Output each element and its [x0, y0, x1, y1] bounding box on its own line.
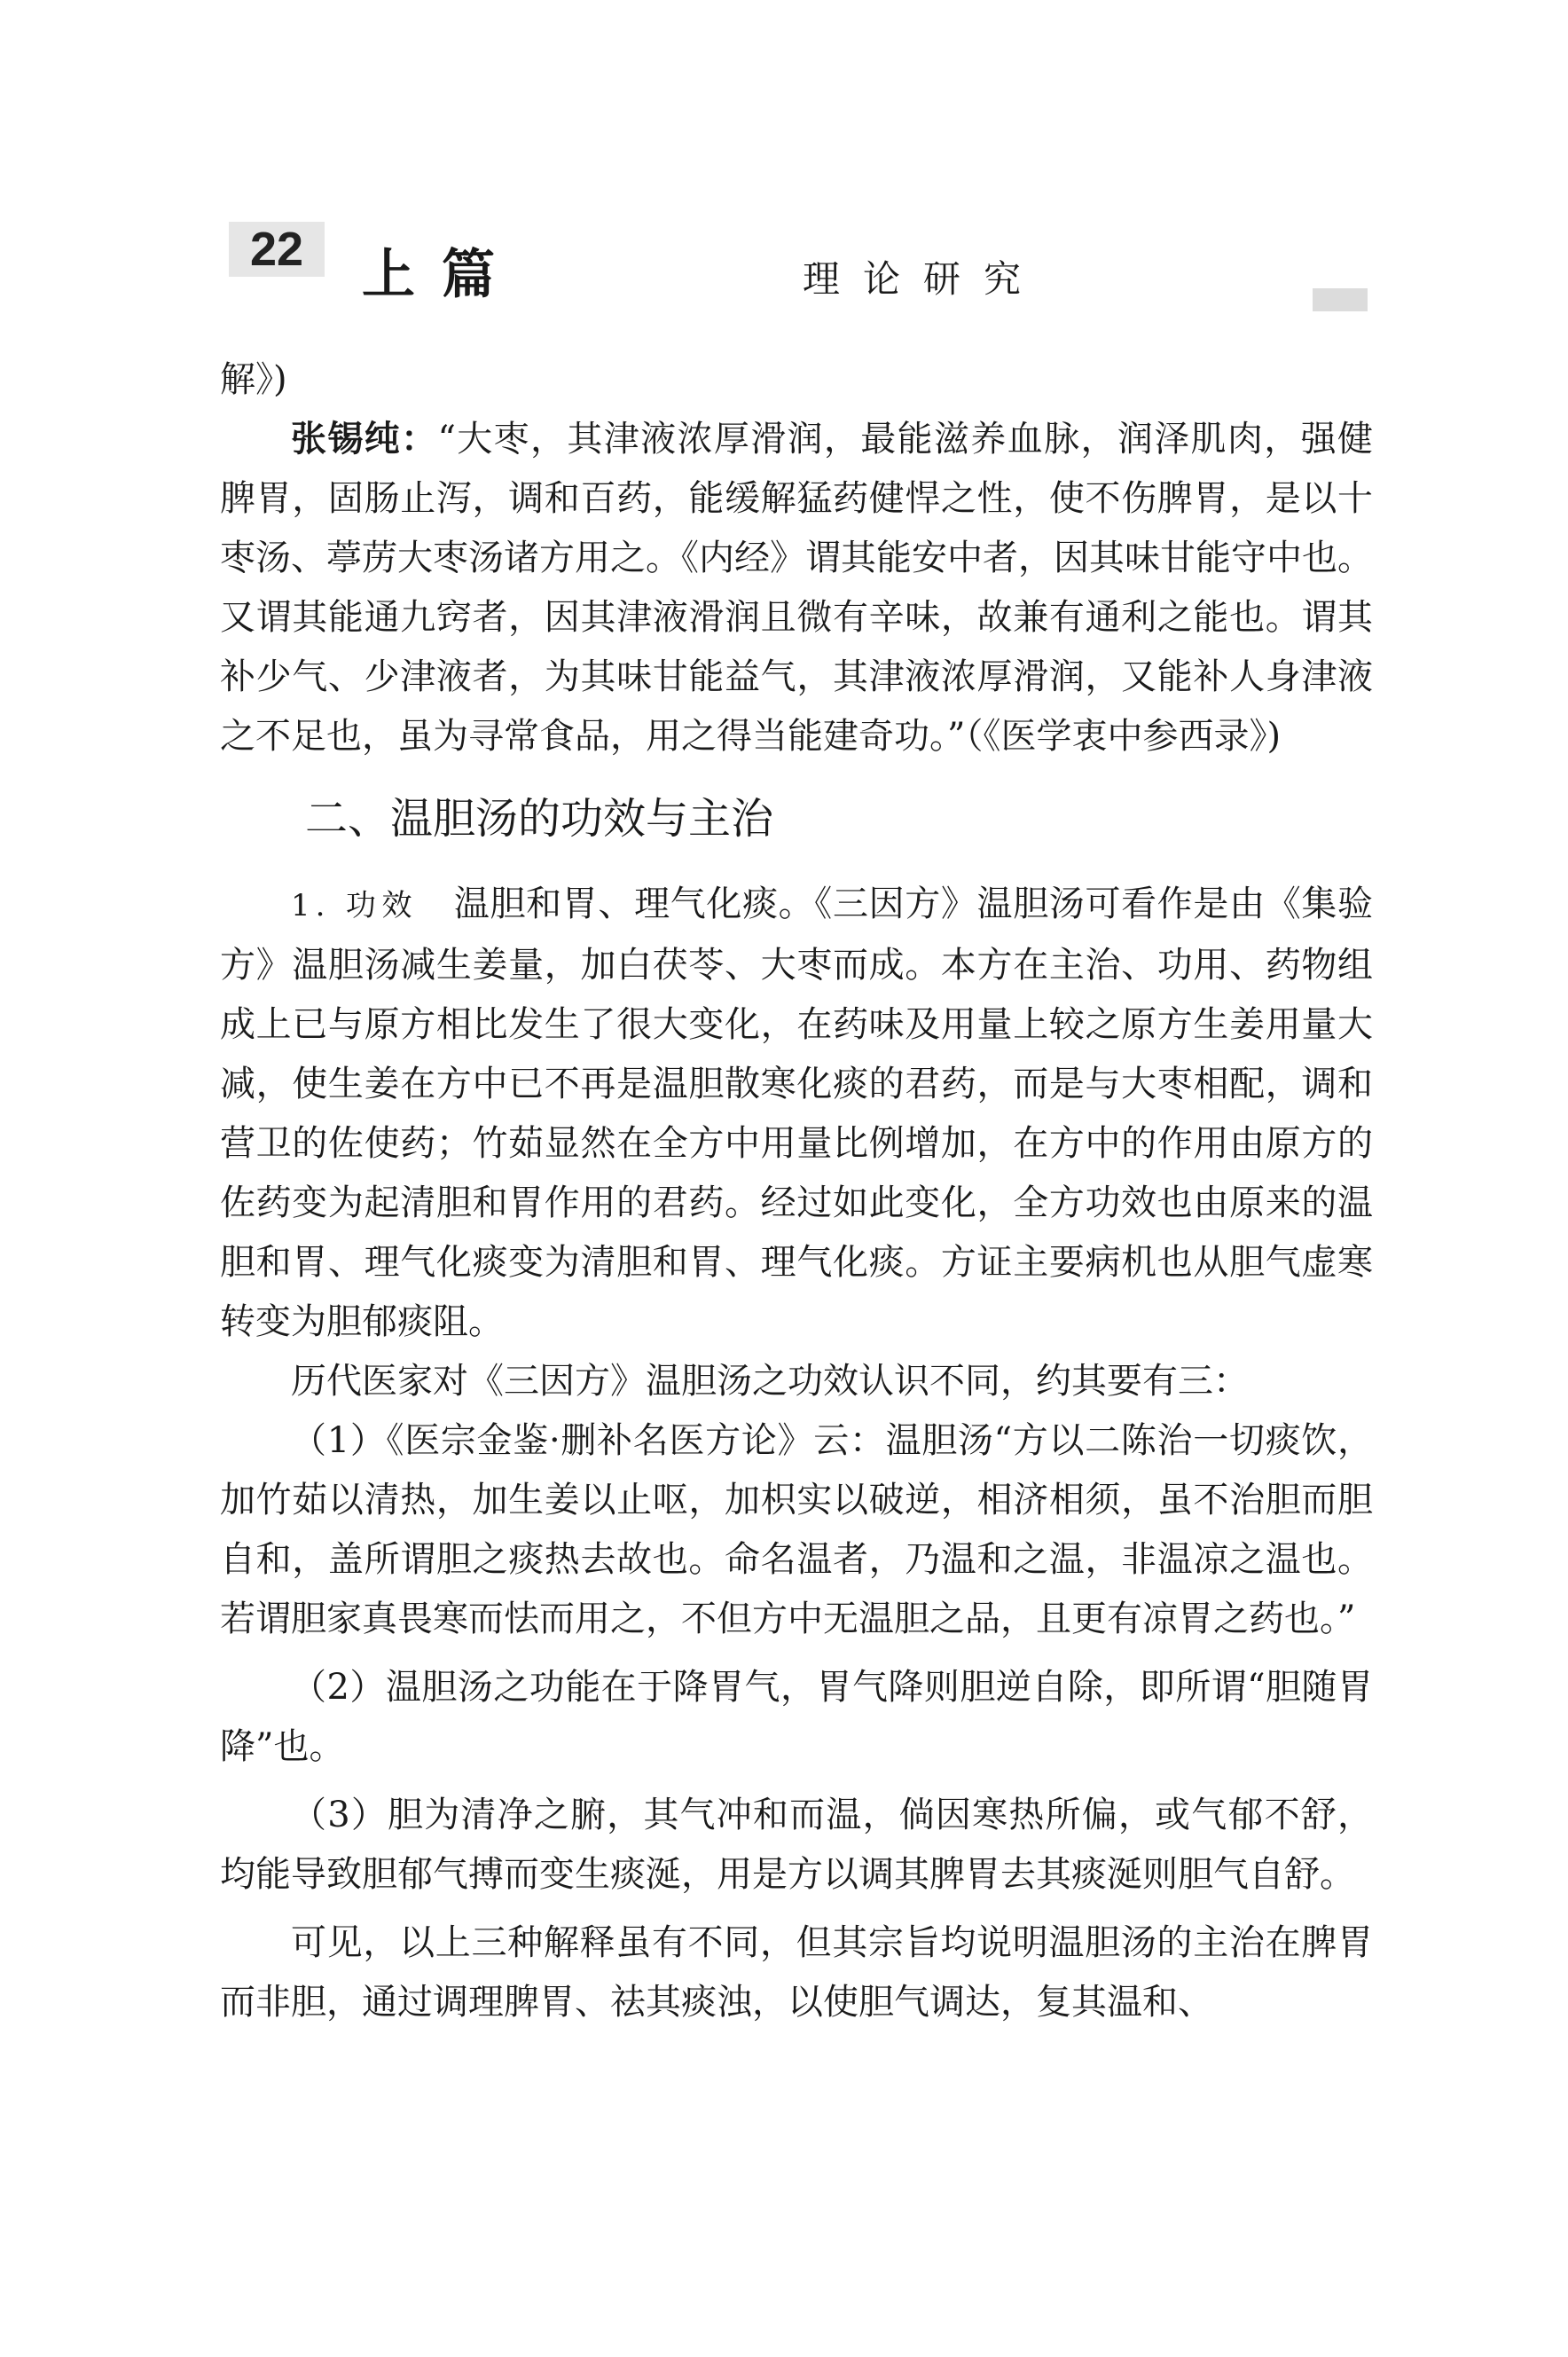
page-number: 22 [229, 222, 325, 277]
part-title: 上篇 [362, 244, 521, 306]
scan-mark [1313, 288, 1368, 311]
efficacy-label: 1. 功效 [291, 888, 419, 923]
paragraph-efficacy [220, 875, 1373, 1352]
efficacy-text: 温胆和胃、理气化痰。《三因方》温胆汤可看作是由《集验方》温胆汤减生姜量，加白茯苓、大枣而成。本方在主治、功用、药物组成上已与原方相比发生了很大变化，在药味及用量上较之原方生姜用量大减，使生姜在方中已不再是温胆散寒化痰的君药，而是与大枣相配，调和营卫的佐使药；竹茹显然在全方中用量比例增加，在方中的作用由原方的佐药变为起清胆和胃作用的君药。经过如此变化，全方功效也由原来的温胆和胃、理气化痰变为清胆和胃、理气化痰。方证主要病机也从胆气虚寒转变为胆郁痰阻。 [220, 884, 1374, 1342]
section-heading: 二、温胆汤的功效与主治 [305, 794, 774, 844]
paragraph-zhang [220, 410, 1373, 766]
body-text [220, 350, 1373, 2032]
paragraph-history: 历代医家对《三因方》温胆汤之功效认识不同，约其要有三： [291, 1361, 1249, 1402]
section-title: 理论研究 [803, 257, 1045, 301]
paragraph-continuation: 解》) [220, 359, 287, 400]
list-item-1: （1）《医宗金鉴·删补名医方论》云：温胆汤“方以二陈治一切痰饮，加竹茹以清热，加生姜以止呕，加枳实以破逆，相济相须，虽不治胆而胆自和，盖所谓胆之痰热去故也。命名温者，乃温和之温，非温凉之温也。若谓胆家真畏寒而怯而用之，不但方中无温胆之品，且更有凉胃之药也。” [220, 1420, 1373, 1639]
list-item-2: （2）温胆汤之功能在于降胃气，胃气降则胆逆自除，即所谓“胆随胃降”也。 [220, 1667, 1373, 1767]
quote-text: “大枣，其津液浓厚滑润，最能滋养血脉，润泽肌肉，强健脾胃，固肠止泻，调和百药，能缓解猛药健悍之性，使不伤脾胃，是以十枣汤、葶苈大枣汤诸方用之。《内经》谓其能安中者，因其味甘能守中也。又谓其能通九窍者，因其津液滑润且微有辛味，故兼有通利之能也。谓其补少气、少津液者，为其味甘能益气，其津液浓厚滑润，又能补人身津液之不足也，虽为寻常食品，用之得当能建奇功。”（《医学衷中参西录》) [220, 419, 1374, 757]
author-name: 张锡纯： [291, 420, 438, 459]
paragraph-conclusion: 可见，以上三种解释虽有不同，但其宗旨均说明温胆汤的主治在脾胃而非胆，通过调理脾胃、祛其痰浊，以使胆气调达，复其温和、 [220, 1922, 1373, 2023]
list-item-3: （3）胆为清净之腑，其气冲和而温，倘因寒热所偏，或气郁不舒，均能导致胆郁气搏而变生痰涎，用是方以调其脾胃去其痰涎则胆气自舒。 [220, 1795, 1373, 1895]
